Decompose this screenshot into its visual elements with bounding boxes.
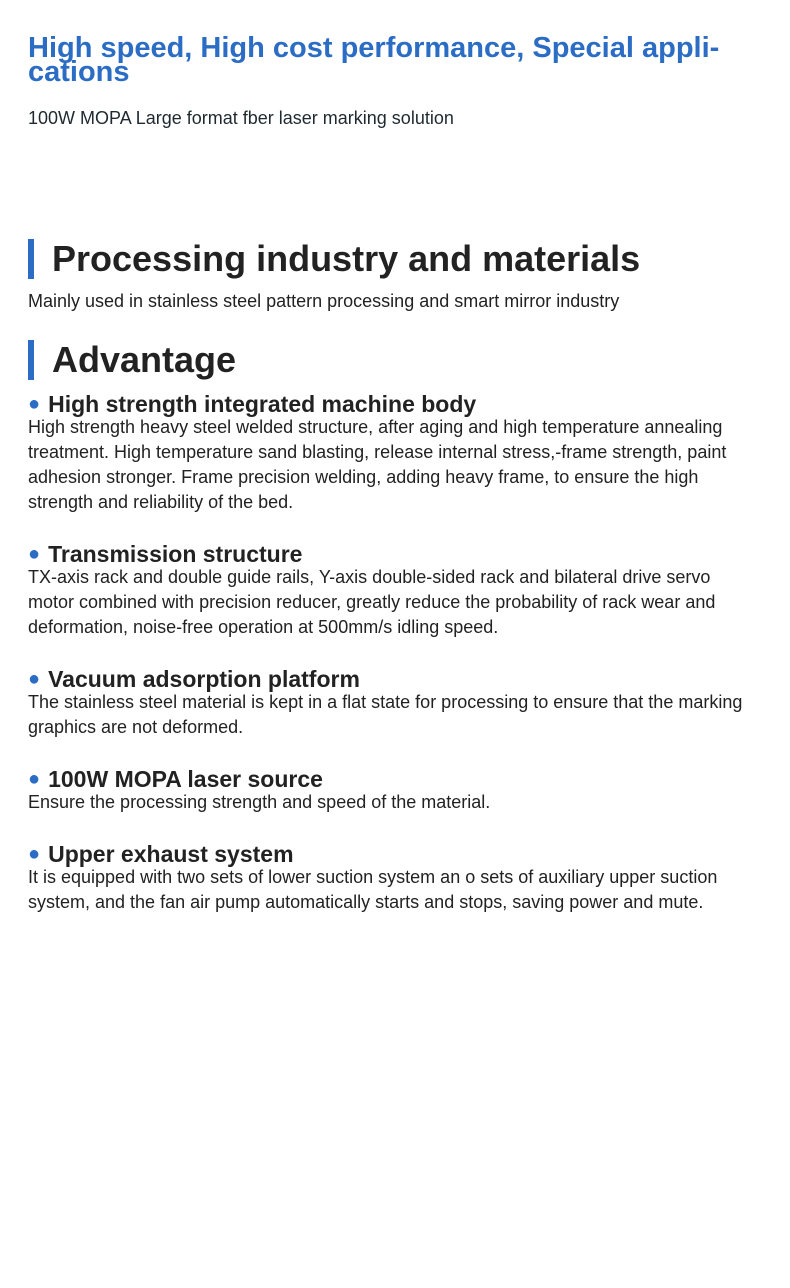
section-accent-bar — [28, 340, 34, 380]
feature-title-text: High strength integrated machine body — [48, 391, 477, 417]
bullet-dot-icon: ● — [28, 843, 41, 865]
feature-item — [28, 768, 758, 815]
feature-item — [28, 843, 758, 915]
feature-title — [28, 393, 758, 415]
feature-title — [28, 768, 758, 790]
feature-description: High strength heavy steel welded structure, after aging and high temperature annealing treatment. High temperature sand blasting, release internal stress,-frame strength, paint adhesion stronger. Frame precision welding, adding heavy frame, to ensure the high strength and reliability of the bed. — [28, 417, 727, 512]
processing-section-heading — [28, 239, 640, 279]
feature-item — [28, 393, 758, 515]
bullet-dot-icon: ● — [28, 668, 41, 690]
feature-title-text: Transmission structure — [48, 541, 303, 567]
feature-item — [28, 543, 758, 640]
feature-item — [28, 668, 758, 740]
feature-description: It is equipped with two sets of lower suction system an o sets of auxiliary upper suction system, and the fan air pump automatically starts and stops, saving power and mute. — [28, 867, 718, 912]
feature-title-text: Upper exhaust system — [48, 841, 294, 867]
processing-description: Mainly used in stainless steel pattern processing and smart mirror industry — [28, 291, 620, 311]
advantage-heading-text: Advantage — [52, 339, 237, 380]
bullet-dot-icon: ● — [28, 393, 41, 415]
feature-title — [28, 843, 758, 865]
bullet-dot-icon: ● — [28, 768, 41, 790]
feature-title — [28, 543, 758, 565]
hero-title: High speed, High cost performance, Special appli-cations — [28, 32, 720, 88]
advantage-section-heading — [28, 340, 236, 380]
section-accent-bar — [28, 239, 34, 279]
bullet-dot-icon: ● — [28, 543, 41, 565]
feature-title — [28, 668, 758, 690]
hero-subtitle: 100W MOPA Large format fber laser marking solution — [28, 108, 454, 128]
feature-description: The stainless steel material is kept in a flat state for processing to ensure that the marking graphics are not deformed. — [28, 692, 743, 737]
feature-description: TX-axis rack and double guide rails, Y-axis double-sided rack and bilateral drive servo motor combined with precision reducer, greatly reduce the probability of rack wear and deformation, noise-free operation at 500mm/s idling speed. — [28, 567, 716, 637]
processing-heading-text: Processing industry and materials — [52, 238, 641, 279]
feature-title-text: Vacuum adsorption platform — [48, 666, 360, 692]
feature-title-text: 100W MOPA laser source — [48, 766, 323, 792]
feature-description: Ensure the processing strength and speed of the material. — [28, 792, 491, 812]
